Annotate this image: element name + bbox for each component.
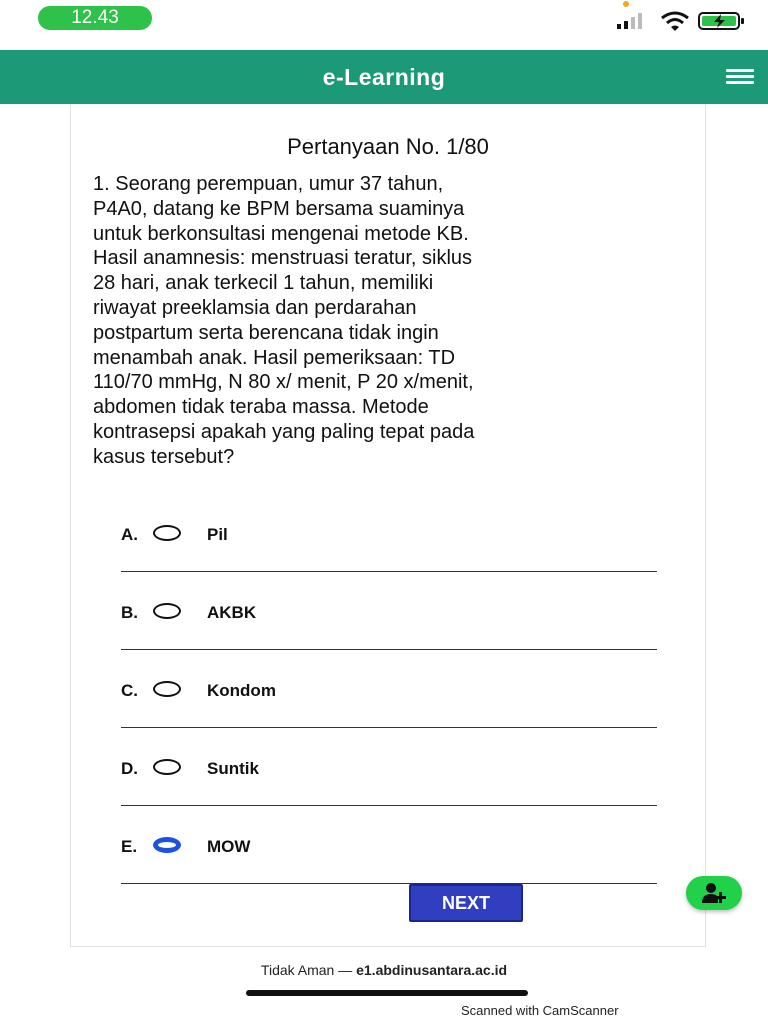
option-label: Kondom xyxy=(207,681,276,700)
privacy-indicator-dot xyxy=(623,1,629,7)
option-divider xyxy=(121,727,657,728)
option-b[interactable] xyxy=(121,599,661,629)
add-user-fab[interactable] xyxy=(686,876,742,910)
question-line: kasus tersebut? xyxy=(93,445,235,468)
radio-button[interactable] xyxy=(153,525,181,541)
option-label: Pil xyxy=(207,525,228,544)
wifi-icon xyxy=(660,10,690,32)
option-divider xyxy=(121,805,657,806)
browser-url-bar[interactable] xyxy=(0,962,768,978)
option-letter: E. xyxy=(121,837,138,856)
question-line: P4A0, datang ke BPM bersama suaminya xyxy=(93,197,465,220)
option-divider xyxy=(121,571,657,572)
question-line: Hasil anamnesis: menstruasi teratur, siklus xyxy=(93,247,473,270)
question-number: Pertanyaan No. 1/80 xyxy=(287,134,489,159)
question-line: kontrasepsi apakah yang paling tepat pada xyxy=(93,420,475,443)
app-header xyxy=(0,50,768,104)
question-line: 28 hari, anak terkecil 1 tahun, memiliki xyxy=(93,272,434,295)
question-card xyxy=(70,104,706,947)
home-indicator[interactable] xyxy=(246,990,528,996)
option-divider xyxy=(121,649,657,650)
option-letter: B. xyxy=(121,603,138,622)
radio-button[interactable] xyxy=(153,603,181,619)
url-domain: e1.abdinusantara.ac.id xyxy=(356,962,508,978)
battery-charging-icon xyxy=(698,12,746,30)
question-line: 1. Seorang perempuan, umur 37 tahun, xyxy=(93,173,444,195)
option-label: AKBK xyxy=(207,603,257,622)
cellular-signal-icon xyxy=(615,13,651,29)
radio-button[interactable] xyxy=(153,759,181,775)
camscanner-watermark: Scanned with CamScanner xyxy=(461,1003,619,1018)
security-label: Tidak Aman — xyxy=(260,962,353,978)
option-letter: C. xyxy=(121,681,138,700)
option-letter: D. xyxy=(121,759,138,778)
radio-button[interactable] xyxy=(153,681,181,697)
hamburger-menu-icon[interactable] xyxy=(726,66,754,88)
app-title: e-Learning xyxy=(322,64,446,90)
option-a[interactable] xyxy=(121,521,661,551)
status-time: 12.43 xyxy=(38,6,152,30)
question-line: menambah anak. Hasil pemeriksaan: TD xyxy=(93,346,456,369)
option-e[interactable] xyxy=(121,833,661,863)
next-button[interactable]: NEXT xyxy=(409,884,523,922)
question-line: riwayat preeklamsia dan perdarahan xyxy=(93,296,417,319)
add-user-icon xyxy=(702,882,726,904)
option-label: MOW xyxy=(207,837,251,856)
radio-button[interactable] xyxy=(153,837,181,853)
question-text xyxy=(93,172,688,470)
option-c[interactable] xyxy=(121,677,661,707)
status-bar xyxy=(0,0,768,48)
question-line: postpartum serta berencana tidak ingin xyxy=(93,321,439,344)
question-line: untuk berkonsultasi mengenai metode KB. xyxy=(93,222,469,245)
option-label: Suntik xyxy=(207,759,259,778)
question-line: 110/70 mmHg, N 80 x/ menit, P 20 x/menit, xyxy=(93,371,474,394)
option-divider xyxy=(121,883,657,884)
option-letter: A. xyxy=(121,525,138,544)
option-d[interactable] xyxy=(121,755,661,785)
question-line: abdomen tidak teraba massa. Metode xyxy=(93,396,429,419)
